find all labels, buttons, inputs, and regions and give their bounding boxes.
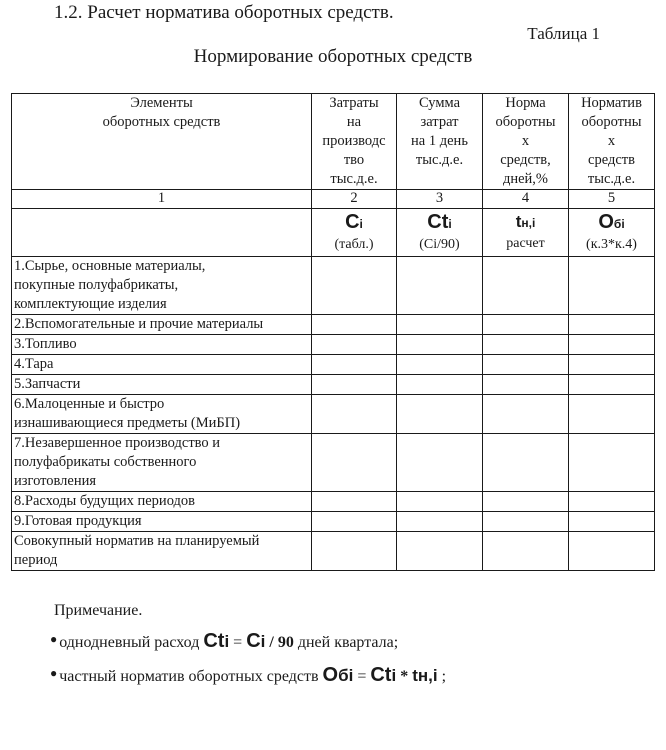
formula-subscript: н,i xyxy=(521,216,536,230)
header-line: х xyxy=(521,133,530,149)
formula-hint: (Ci/90) xyxy=(419,237,460,252)
column-number: 2 xyxy=(312,190,397,209)
row-label-line: комплектующие изделия xyxy=(14,296,167,312)
row-label-line: 9.Готовая продукция xyxy=(14,513,142,529)
column-number: 3 xyxy=(397,190,483,209)
value-cell xyxy=(312,355,397,375)
formula-hint: (к.3*к.4) xyxy=(586,237,637,252)
notes-title: Примечание. xyxy=(54,602,143,619)
formula-symbol: O xyxy=(598,211,614,233)
formula-subscript: i xyxy=(359,217,363,231)
header-line: на xyxy=(346,114,362,130)
value-cell xyxy=(569,375,655,395)
note-item xyxy=(50,624,446,658)
row-label xyxy=(12,512,312,532)
header-line: Затраты xyxy=(329,95,379,111)
row-label xyxy=(12,375,312,395)
row-label-line: изготовления xyxy=(14,473,97,489)
table-row xyxy=(12,512,655,532)
norm-table xyxy=(11,93,655,571)
formula-subscript: i xyxy=(448,217,452,231)
value-cell xyxy=(569,512,655,532)
value-cell xyxy=(397,434,483,492)
row-label-line: 4.Тара xyxy=(14,356,54,372)
note-operator: = xyxy=(357,668,367,685)
row-label-line: 2.Вспомогательные и прочие материалы xyxy=(14,316,264,332)
formula-cell xyxy=(483,209,569,257)
note-text: однодневный расход xyxy=(59,634,200,651)
formula-hint: (табл.) xyxy=(334,237,374,252)
note-operator: ; xyxy=(441,668,447,685)
value-cell xyxy=(397,315,483,335)
row-label-line: полуфабрикаты собственного xyxy=(14,454,197,470)
value-cell xyxy=(483,492,569,512)
column-number: 5 xyxy=(569,190,655,209)
header-row xyxy=(12,94,655,190)
value-cell xyxy=(312,395,397,434)
value-cell xyxy=(569,434,655,492)
formula-subscript: i xyxy=(391,666,397,685)
formula-cell xyxy=(312,209,397,257)
note-text: дней квартала; xyxy=(297,634,399,651)
formula-empty-cell xyxy=(12,209,312,257)
table-number: Таблица 1 xyxy=(527,24,600,43)
value-cell xyxy=(397,355,483,375)
table-row xyxy=(12,492,655,512)
note-operator: / 90 xyxy=(269,634,294,651)
value-cell xyxy=(312,257,397,315)
column-number-row xyxy=(12,190,655,209)
value-cell xyxy=(483,512,569,532)
header-elements xyxy=(12,94,312,190)
value-cell xyxy=(483,434,569,492)
row-label xyxy=(12,257,312,315)
formula-subscript: бi xyxy=(338,666,354,685)
table-row xyxy=(12,395,655,434)
value-cell xyxy=(483,395,569,434)
value-cell xyxy=(569,257,655,315)
row-label-line: 1.Сырье, основные материалы, xyxy=(14,258,206,274)
header-line: затрат xyxy=(420,114,459,130)
header-line: на 1 день xyxy=(411,133,468,149)
value-cell xyxy=(483,335,569,355)
column-number: 4 xyxy=(483,190,569,209)
row-label-line: 5.Запчасти xyxy=(14,376,81,392)
note-operator: = xyxy=(233,634,243,651)
row-label xyxy=(12,492,312,512)
header-line: оборотных средств xyxy=(102,114,221,130)
header-line: средств xyxy=(588,152,635,168)
value-cell xyxy=(569,355,655,375)
value-cell xyxy=(569,532,655,571)
header-line: средств, xyxy=(500,152,551,168)
formula-subscript: i xyxy=(224,632,230,651)
row-label-line: покупные полуфабрикаты, xyxy=(14,277,179,293)
formula-subscript: н,i xyxy=(417,666,438,685)
header-line: тыс.д.е. xyxy=(330,171,378,187)
value-cell xyxy=(397,335,483,355)
formula-row xyxy=(12,209,655,257)
value-cell xyxy=(397,492,483,512)
header-line: оборотны xyxy=(495,114,556,130)
row-label-line: 7.Незавершенное производство и xyxy=(14,435,221,451)
section-title: 1.2. Расчет норматива оборотных средств. xyxy=(54,2,394,23)
row-label xyxy=(12,335,312,355)
row-label-line: 3.Топливо xyxy=(14,336,77,352)
column-number: 1 xyxy=(12,190,312,209)
value-cell xyxy=(312,375,397,395)
value-cell xyxy=(569,395,655,434)
header-line: дней,% xyxy=(502,171,549,187)
value-cell xyxy=(569,492,655,512)
formula-symbol: Ct xyxy=(370,664,392,686)
table-caption: Нормирование оборотных средств xyxy=(193,46,473,67)
notes-list xyxy=(50,624,446,692)
rows-body xyxy=(12,257,655,571)
formula-symbol: O xyxy=(322,664,339,686)
header-line: оборотны xyxy=(581,114,642,130)
header-costs xyxy=(312,94,397,190)
value-cell xyxy=(312,512,397,532)
formula-symbol: C xyxy=(246,630,261,652)
value-cell xyxy=(397,395,483,434)
row-label-line: изнашивающиеся предметы (МиБП) xyxy=(14,415,241,431)
header-line: тыс.д.е. xyxy=(587,171,636,187)
formula-subscript: бi xyxy=(613,217,625,231)
header-norm-days xyxy=(483,94,569,190)
value-cell xyxy=(312,532,397,571)
header-line: Элементы xyxy=(130,95,193,111)
table-row xyxy=(12,375,655,395)
formula-cell xyxy=(397,209,483,257)
formula-hint: расчет xyxy=(506,236,545,251)
value-cell xyxy=(483,315,569,335)
formula-symbol: Ct xyxy=(203,630,225,652)
value-cell xyxy=(312,434,397,492)
row-label xyxy=(12,434,312,492)
table-row xyxy=(12,335,655,355)
row-label-line: 6.Малоценные и быстро xyxy=(14,396,165,412)
formula-symbol: t xyxy=(515,212,522,231)
value-cell xyxy=(483,532,569,571)
table-row xyxy=(12,434,655,492)
value-cell xyxy=(569,335,655,355)
value-cell xyxy=(483,355,569,375)
value-cell xyxy=(397,375,483,395)
formula-symbol: C xyxy=(345,211,360,233)
header-line: х xyxy=(607,133,616,149)
note-text: частный норматив оборотных средств xyxy=(59,668,319,685)
row-label xyxy=(12,395,312,434)
table-row xyxy=(12,355,655,375)
table-row xyxy=(12,532,655,571)
value-cell xyxy=(483,375,569,395)
table-row xyxy=(12,315,655,335)
header-line: Сумма xyxy=(418,95,461,111)
value-cell xyxy=(397,257,483,315)
row-label-line: Совокупный норматив на планируемый xyxy=(14,533,260,549)
formula-cell xyxy=(569,209,655,257)
value-cell xyxy=(312,335,397,355)
bullet-icon: ● xyxy=(50,666,58,680)
note-item xyxy=(50,658,446,692)
value-cell xyxy=(397,512,483,532)
row-label-line: период xyxy=(14,552,58,568)
formula-subscript: i xyxy=(260,632,266,651)
formula-symbol: Ct xyxy=(427,211,449,233)
header-normative xyxy=(569,94,655,190)
value-cell xyxy=(312,315,397,335)
value-cell xyxy=(569,315,655,335)
header-line: Норма xyxy=(505,95,546,111)
header-line: Норматив xyxy=(581,95,642,111)
row-label-line: 8.Расходы будущих периодов xyxy=(14,493,195,509)
header-line: тыс.д.е. xyxy=(415,152,464,168)
header-daily-sum xyxy=(397,94,483,190)
value-cell xyxy=(312,492,397,512)
row-label xyxy=(12,315,312,335)
row-label xyxy=(12,355,312,375)
formula-symbol: t xyxy=(412,666,418,685)
bullet-icon: ● xyxy=(50,632,58,646)
table-row xyxy=(12,257,655,315)
row-label xyxy=(12,532,312,571)
notes xyxy=(50,602,450,692)
note-operator: * xyxy=(400,668,409,685)
value-cell xyxy=(483,257,569,315)
header-line: производс xyxy=(322,133,386,149)
value-cell xyxy=(397,532,483,571)
header-line: тво xyxy=(343,152,365,168)
